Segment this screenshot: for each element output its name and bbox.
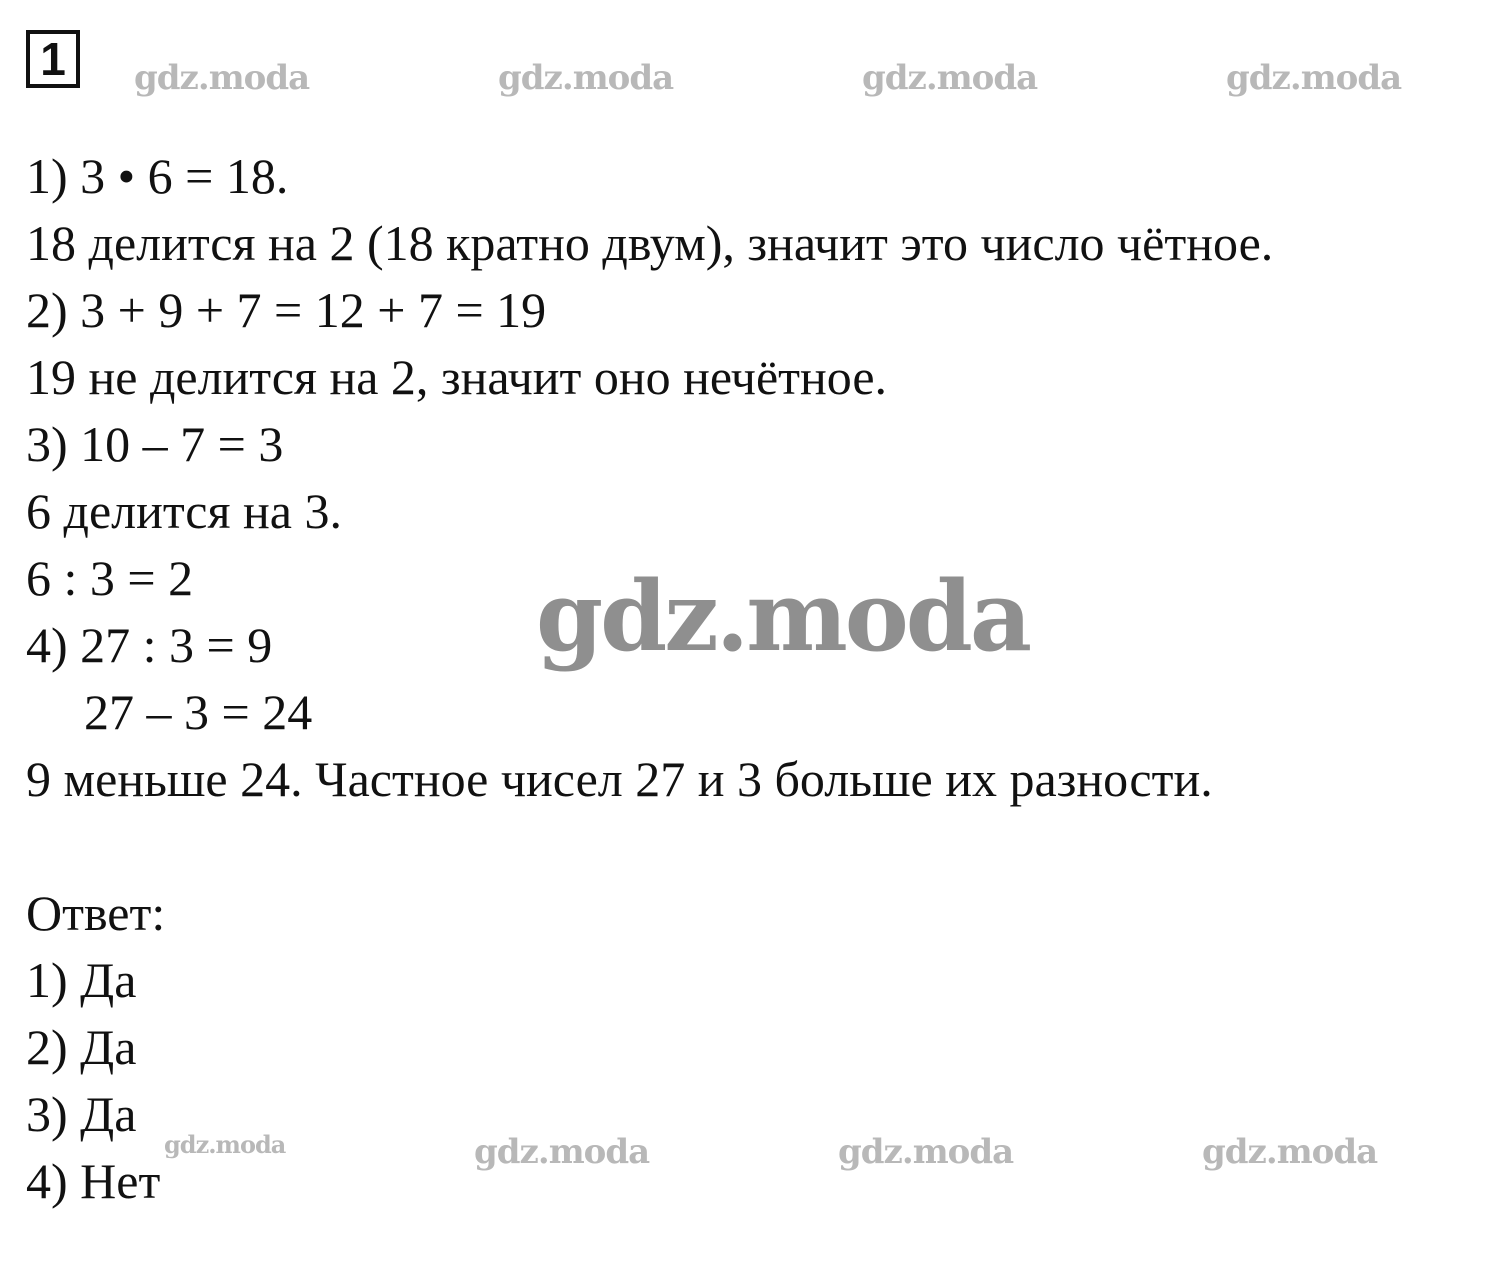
solution-line: 6 : 3 = 2 xyxy=(26,550,194,606)
solution-line: 4) 27 : 3 = 9 xyxy=(26,617,273,673)
watermark-logo: gdz.moda xyxy=(134,58,310,98)
watermark-logo: gdz.moda xyxy=(474,1132,650,1172)
solution-line: 19 не делится на 2, значит оно нечётное. xyxy=(26,349,888,405)
solution-line: 3) 10 – 7 = 3 xyxy=(26,416,284,472)
answer-item: 3) Да xyxy=(26,1086,137,1142)
answer-item: 1) Да xyxy=(26,952,137,1008)
watermark-logo: gdz.moda xyxy=(536,560,1030,673)
solution-line: 27 – 3 = 24 xyxy=(84,684,313,740)
watermark-logo: gdz.moda xyxy=(1226,58,1402,98)
solution-line: 1) 3 • 6 = 18. xyxy=(26,148,289,204)
watermark-logo: gdz.moda xyxy=(498,58,674,98)
watermark-logo: gdz.moda xyxy=(862,58,1038,98)
watermark-logo: gdz.moda xyxy=(164,1130,286,1159)
solution-line: 2) 3 + 9 + 7 = 12 + 7 = 19 xyxy=(26,282,547,338)
answer-item: 2) Да xyxy=(26,1019,137,1075)
answer-label: Ответ: xyxy=(26,885,166,941)
solution-line: 18 делится на 2 (18 кратно двум), значит это число чётное. xyxy=(26,215,1274,271)
task-number-box: 1 xyxy=(26,30,80,88)
solution-line: 9 меньше 24. Частное чисел 27 и 3 больше их разности. xyxy=(26,751,1213,807)
solution-line: 6 делится на 3. xyxy=(26,483,342,539)
watermark-logo: gdz.moda xyxy=(1202,1132,1378,1172)
watermark-logo: gdz.moda xyxy=(838,1132,1014,1172)
answer-item: 4) Нет xyxy=(26,1153,161,1209)
